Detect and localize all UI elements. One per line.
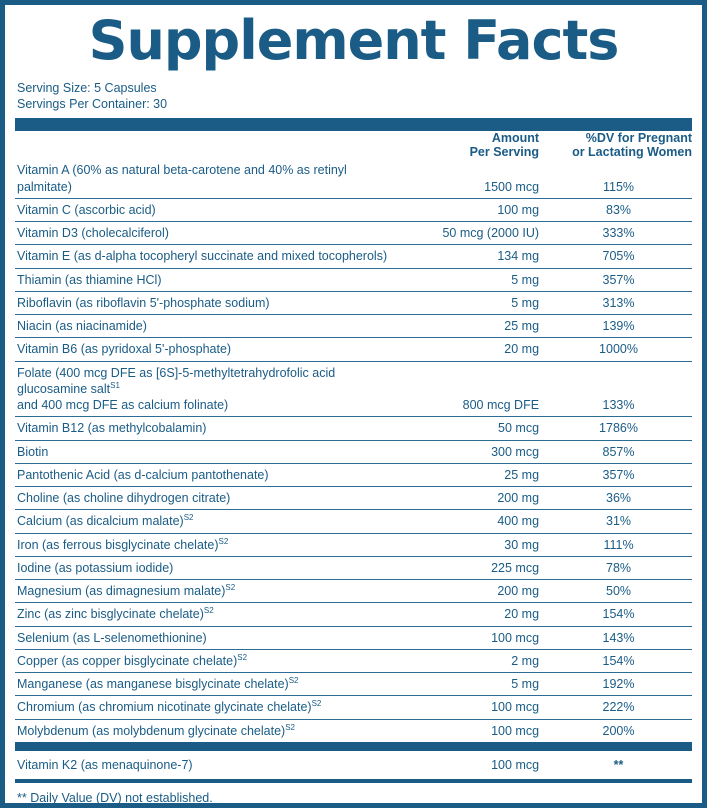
- nutrient-name: Selenium (as L-selenomethionine): [15, 626, 401, 649]
- secondary-nutrition-table: [15, 751, 692, 779]
- header-dv-line2: or Lactating Women: [572, 145, 692, 160]
- serving-info: [17, 80, 692, 112]
- nutrient-amount: 100 mcg: [401, 696, 543, 719]
- table-row: [15, 291, 692, 314]
- table-row: [15, 580, 692, 603]
- table-row: [15, 487, 692, 510]
- table-row: [15, 719, 692, 742]
- nutrient-name: Magnesium (as dimagnesium malate)$^{S2}$: [15, 580, 401, 603]
- nutrient-amount: 200 mg: [401, 580, 543, 603]
- footnote-marker: S2: [237, 652, 248, 662]
- table-row: [15, 417, 692, 440]
- nutrient-amount: 200 mg: [401, 487, 543, 510]
- nutrient-name: Vitamin E (as d-alpha tocopheryl succinate and mixed tocopherols): [15, 245, 401, 268]
- nutrient-amount: 20 mg: [401, 338, 543, 361]
- nutrient-amount: 100 mcg: [491, 757, 540, 772]
- nutrient-name: Folate (400 mcg DFE as [6S]-5-methyltetrahydrofolic acid glucosamine salt$^{S1}$ and 400 mcg DFE as calcium folinate): [15, 361, 401, 417]
- header-divider-thick: [15, 118, 692, 131]
- nutrient-name: Biotin: [15, 440, 401, 463]
- footnote: ** Daily Value (DV) not established.: [17, 790, 213, 805]
- nutrient-daily-value: 154%: [543, 649, 692, 672]
- nutrient-name: Vitamin A (60% as natural beta-carotene and 40% as retinyl palmitate): [17, 163, 347, 194]
- nutrient-daily-value: 222%: [543, 696, 692, 719]
- footnote-marker: S2: [183, 513, 194, 523]
- table-row: [15, 338, 692, 361]
- header-nutrient-blank: [15, 131, 401, 160]
- serving-size: Serving Size: 5 Capsules: [17, 80, 157, 95]
- panel-inner: [5, 5, 702, 805]
- servings-per-container: Servings Per Container: 30: [17, 96, 168, 111]
- table-row: [15, 463, 692, 486]
- nutrient-daily-value: 333%: [543, 222, 692, 245]
- nutrient-daily-value: 115%: [603, 179, 635, 194]
- nutrient-daily-value: 705%: [543, 245, 692, 268]
- nutrient-name: Niacin (as niacinamide): [15, 315, 401, 338]
- nutrient-amount: 134 mg: [401, 245, 543, 268]
- header-amount-per-serving: [401, 131, 543, 160]
- footnote-marker: S1: [110, 380, 120, 390]
- nutrient-name: Choline (as choline dihydrogen citrate): [15, 487, 401, 510]
- nutrient-daily-value: 36%: [543, 487, 692, 510]
- nutrient-name: Iodine (as potassium iodide): [15, 556, 401, 579]
- nutrient-amount: 5 mg: [401, 291, 543, 314]
- nutrient-daily-value: 192%: [543, 673, 692, 696]
- nutrient-daily-value: 313%: [543, 291, 692, 314]
- footnote-marker: S2: [285, 722, 295, 732]
- table-row: [15, 268, 692, 291]
- header-amount-line2: Per Serving: [469, 145, 540, 160]
- table-row: [15, 751, 692, 779]
- nutrient-daily-value: 1000%: [543, 338, 692, 361]
- nutrient-amount: 100 mcg: [401, 719, 543, 742]
- nutrient-amount: 100 mg: [401, 198, 543, 221]
- table-row: [15, 649, 692, 672]
- nutrient-amount: 1500 mcg: [484, 179, 540, 194]
- table-row: [15, 533, 692, 556]
- footnote-marker: S2: [218, 536, 229, 546]
- nutrient-daily-value: 357%: [543, 463, 692, 486]
- nutrient-daily-value: 83%: [543, 198, 692, 221]
- nutrient-amount: 50 mcg (2000 IU): [401, 222, 543, 245]
- nutrient-name: Vitamin K2 (as menaquinone-7): [17, 757, 193, 772]
- footnote-marker: S2: [225, 583, 236, 593]
- table-row: [15, 696, 692, 719]
- nutrient-daily-value: 31%: [543, 510, 692, 533]
- footnote-marker: S2: [203, 606, 214, 616]
- nutrient-name: Chromium (as chromium nicotinate glycinate chelate)$^{S2}$: [15, 696, 401, 719]
- page-title: Supplement Facts: [88, 9, 619, 72]
- footnote-marker: S2: [311, 699, 322, 709]
- nutrient-daily-value: 143%: [543, 626, 692, 649]
- table-row: [15, 315, 692, 338]
- nutrient-name: Copper (as copper bisglycinate chelate)$^{S2}$: [15, 649, 401, 672]
- nutrient-amount: 25 mg: [401, 463, 543, 486]
- nutrient-name: Vitamin C (ascorbic acid): [15, 198, 401, 221]
- table-row: [15, 673, 692, 696]
- nutrient-amount: 5 mg: [401, 673, 543, 696]
- nutrient-amount: 800 mcg DFE: [401, 361, 543, 417]
- table-row: [15, 626, 692, 649]
- table-row: [15, 510, 692, 533]
- nutrient-daily-value: 50%: [543, 580, 692, 603]
- nutrient-daily-value: 857%: [543, 440, 692, 463]
- nutrient-daily-value: **: [613, 757, 624, 772]
- nutrition-table-body: [15, 159, 692, 742]
- nutrient-amount: 300 mcg: [401, 440, 543, 463]
- header-daily-value: [543, 131, 692, 160]
- nutrient-name: Riboflavin (as riboflavin 5'-phosphate sodium): [15, 291, 401, 314]
- footnote-marker: S2: [288, 676, 299, 686]
- nutrient-daily-value: 154%: [543, 603, 692, 626]
- nutrient-daily-value: 111%: [543, 533, 692, 556]
- table-row: [15, 198, 692, 221]
- nutrition-table-head: [15, 131, 692, 160]
- nutrient-name: Molybdenum (as molybdenum glycinate chelate)$^{S2}$: [15, 719, 401, 742]
- nutrient-name: Iron (as ferrous bisglycinate chelate)$^{S2}$: [15, 533, 401, 556]
- nutrient-amount: 30 mg: [401, 533, 543, 556]
- table-row: [15, 245, 692, 268]
- table-row: [15, 222, 692, 245]
- table-header-row: [15, 131, 692, 160]
- nutrient-amount: 225 mcg: [401, 556, 543, 579]
- table-row: [15, 440, 692, 463]
- nutrient-amount: 5 mg: [401, 268, 543, 291]
- table-row: [15, 361, 692, 417]
- table-row: [15, 603, 692, 626]
- nutrient-amount: 100 mcg: [401, 626, 543, 649]
- nutrition-table: [15, 131, 692, 742]
- nutrient-name: Zinc (as zinc bisglycinate chelate)$^{S2}$: [15, 603, 401, 626]
- header-dv-line1: %DV for Pregnant: [585, 130, 692, 145]
- header-amount-line1: Amount: [491, 130, 540, 145]
- nutrient-name: Calcium (as dicalcium malate)$^{S2}$: [15, 510, 401, 533]
- section-divider: [15, 742, 692, 751]
- nutrient-name: Vitamin B6 (as pyridoxal 5'-phosphate): [15, 338, 401, 361]
- nutrient-amount: 50 mcg: [401, 417, 543, 440]
- nutrient-daily-value: 200%: [543, 719, 692, 742]
- secondary-table-body: [15, 751, 692, 779]
- nutrient-daily-value: 139%: [543, 315, 692, 338]
- nutrient-daily-value: 133%: [543, 361, 692, 417]
- nutrient-daily-value: 1786%: [543, 417, 692, 440]
- table-row: [15, 159, 692, 198]
- nutrient-name: Vitamin D3 (cholecalciferol): [15, 222, 401, 245]
- nutrient-name: Manganese (as manganese bisglycinate chelate)$^{S2}$: [15, 673, 401, 696]
- table-row: [15, 556, 692, 579]
- nutrient-name: Thiamin (as thiamine HCl): [15, 268, 401, 291]
- nutrient-name: Vitamin B12 (as methylcobalamin): [15, 417, 401, 440]
- nutrient-amount: 25 mg: [401, 315, 543, 338]
- nutrient-amount: 400 mg: [401, 510, 543, 533]
- nutrient-daily-value: 78%: [543, 556, 692, 579]
- nutrient-name: Pantothenic Acid (as d-calcium pantothenate): [15, 463, 401, 486]
- nutrient-amount: 2 mg: [401, 649, 543, 672]
- nutrient-amount: 20 mg: [401, 603, 543, 626]
- nutrient-daily-value: 357%: [543, 268, 692, 291]
